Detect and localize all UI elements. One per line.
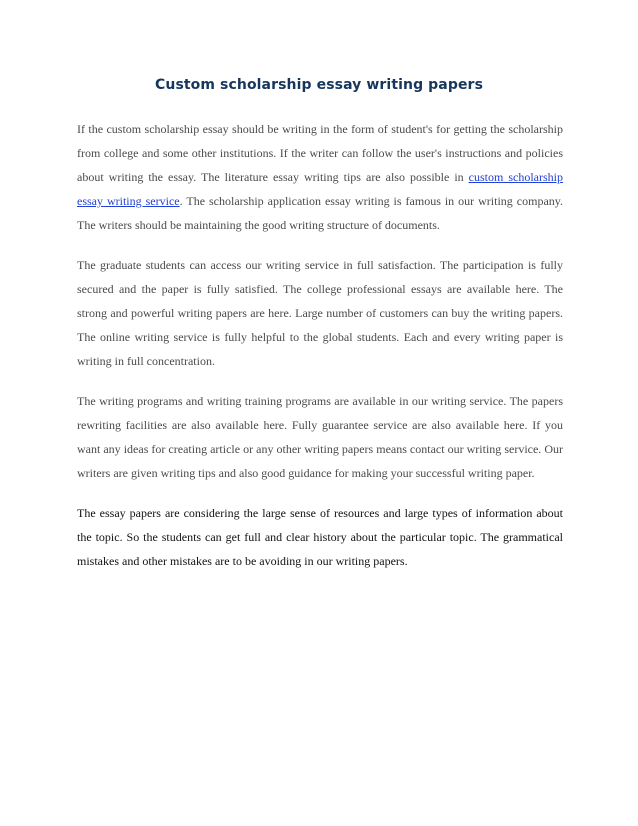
paragraph-1-text-start: If the custom scholarship essay should be writing in the form of student's for getting the scholarship from college and some other institutions. If the writer can follow the user's instructions and policies about writing the essay. The literature essay writing tips are also possible in bbox=[77, 122, 563, 184]
service-link[interactable]: custom scholarship essay writing service bbox=[77, 170, 563, 208]
document-title: Custom scholarship essay writing papers bbox=[155, 77, 483, 93]
paragraph-2: The graduate students can access our writing service in full satisfaction. The participation is fully secured and the paper is fully satisfied. The college professional essays are available here. The strong and powerful writing papers are here. Large number of customers can buy the writing papers. The online writing service is fully helpful to the global students. Each and every writing paper is writing in full concentration. bbox=[77, 258, 563, 368]
paragraph-1-text-end: . The scholarship application essay writing is famous in our writing company. The writers should be maintaining the good writing structure of documents. bbox=[77, 194, 563, 232]
paragraph-3: The writing programs and writing training programs are available in our writing service. The papers rewriting facilities are also available here. Fully guarantee service are also available here. If you want any ideas for creating article or any other writing papers means contact our writing service. Our writers are given writing tips and also good guidance for making your successful writing paper. bbox=[77, 394, 563, 480]
document-body bbox=[77, 117, 563, 589]
paragraph-4: The essay papers are considering the large sense of resources and large types of information about the topic. So the students can get full and clear history about the particular topic. The grammatical mistakes and other mistakes are to be avoiding in our writing papers. bbox=[77, 506, 563, 568]
paragraph-1 bbox=[77, 117, 563, 237]
